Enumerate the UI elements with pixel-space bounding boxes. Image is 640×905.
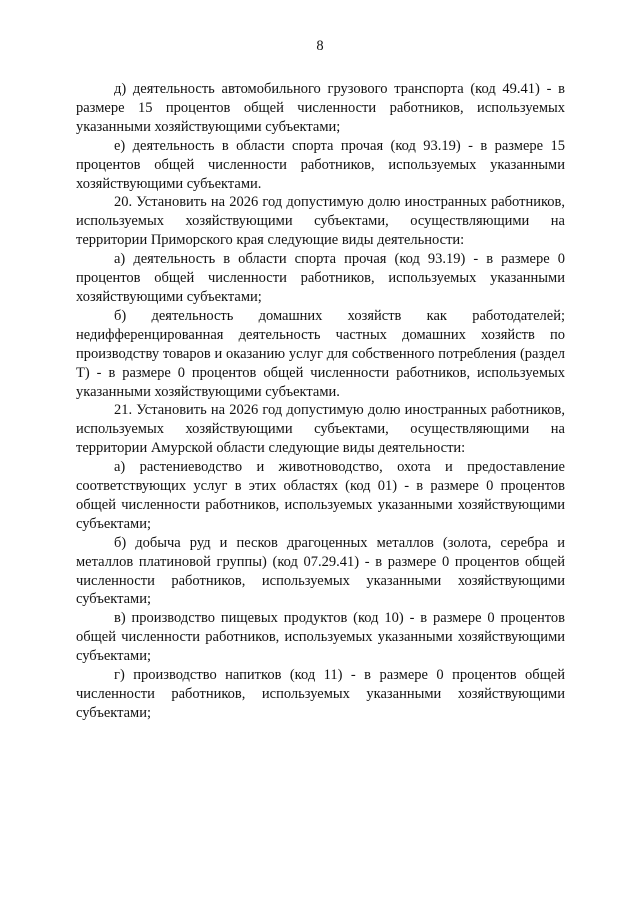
- document-body: [76, 80, 565, 723]
- paragraph-b-households: б) деятельность домашних хозяйств как работодателей; недифференцированная деятельность частных домашних хозяйств по производству товаров и оказанию услуг для собственного потребления (раздел T) - в размере 0 процентов общей численности работников, используемых указанными хозяйствующими субъектами.: [76, 307, 565, 400]
- paragraph-g-beverages: г) производство напитков (код 11) - в размере 0 процентов общей численности работников, используемых указанными хозяйствующими субъектами;: [76, 667, 565, 721]
- paragraph-v-food: в) производство пищевых продуктов (код 10) - в размере 0 процентов общей численности работников, используемых указанными хозяйствующими субъектами;: [76, 610, 565, 665]
- page-number: 8: [316, 38, 324, 54]
- paragraph-e-sport: е) деятельность в области спорта прочая (код 93.19) - в размере 15 процентов общей численности работников, используемых указанными хозяйствующими субъектами.: [76, 137, 565, 192]
- paragraph-20-primorsky: 20. Установить на 2026 год допустимую долю иностранных работников, используемых хозяйствующими субъектами, осуществляющими на территории Приморского края следующие виды деятельности:: [76, 194, 565, 249]
- paragraph-b-mining: б) добыча руд и песков драгоценных металлов (золота, серебра и металлов платиновой группы) (код 07.29.41) - в размере 0 процентов общей численности работников, используемых указанными хозяйствующими субъектами;: [76, 534, 565, 608]
- paragraph-a-agriculture: а) растениеводство и животноводство, охота и предоставление соответствующих услуг в этих областях (код 01) - в размере 0 процентов общей численности работников, используемых указанными хозяйствующими субъектами;: [76, 459, 565, 532]
- paragraph-d-road-freight: д) деятельность автомобильного грузового транспорта (код 49.41) - в размере 15 процентов общей численности работников, используемых указанными хозяйствующими субъектами;: [76, 81, 565, 135]
- paragraph-21-amur: 21. Установить на 2026 год допустимую долю иностранных работников, используемых хозяйствующими субъектами, осуществляющими на территории Амурской области следующие виды деятельности:: [76, 402, 565, 457]
- paragraph-a-sport: а) деятельность в области спорта прочая (код 93.19) - в размере 0 процентов общей численности работников, используемых указанными хозяйствующими субъектами;: [76, 251, 565, 305]
